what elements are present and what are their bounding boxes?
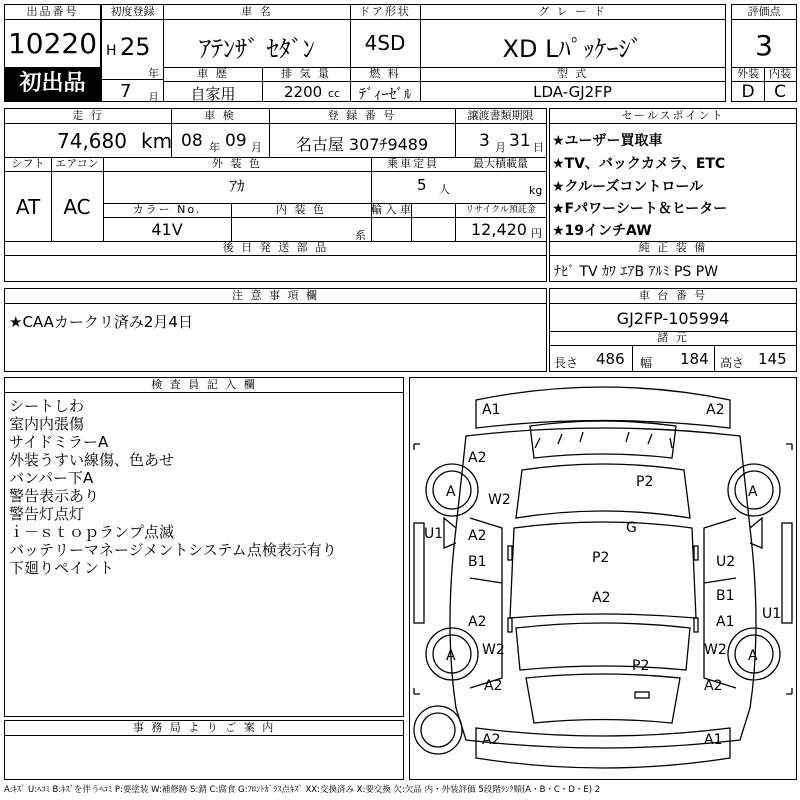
month-unit: 月 bbox=[148, 91, 159, 104]
trunk-shape bbox=[526, 674, 680, 723]
car-name: ｱﾃﾝｻﾞ ｾﾀﾞﾝ bbox=[199, 35, 315, 63]
damage-mark: P2 bbox=[636, 474, 654, 490]
inspector-line: 警告灯点灯 bbox=[9, 505, 85, 523]
history: 自家用 bbox=[190, 85, 236, 103]
car-name-label: 車 名 bbox=[241, 5, 273, 18]
capacity: 5 bbox=[417, 176, 427, 194]
registration-label: 初度登録 bbox=[110, 5, 155, 18]
model-label: 型 式 bbox=[556, 67, 589, 80]
damage-mark: A2 bbox=[482, 732, 501, 748]
office-box bbox=[4, 720, 404, 780]
exterior-color-label: 外 装 色 bbox=[212, 157, 262, 170]
color-number-label: カラー No. bbox=[132, 203, 202, 216]
interior-grade: C bbox=[774, 82, 786, 102]
sales-point-item: ★Fパワーシート＆ヒーター bbox=[552, 201, 728, 217]
damage-mark: A2 bbox=[592, 590, 611, 606]
lot-number: 10220 bbox=[7, 27, 98, 60]
displacement-label: 排 気 量 bbox=[281, 67, 331, 80]
hood-shape bbox=[530, 421, 676, 458]
exterior-color: ｱｶ bbox=[229, 177, 245, 195]
score-box bbox=[731, 4, 797, 102]
damage-mark: W2 bbox=[488, 492, 511, 508]
shift-label: シフト bbox=[11, 157, 45, 170]
mileage-unit: km bbox=[141, 129, 173, 153]
recycle-unit: 円 bbox=[531, 227, 542, 240]
sales-point-item: ★クルーズコントロール bbox=[552, 179, 704, 195]
damage-mark: U2 bbox=[716, 554, 736, 570]
registration-year: 25 bbox=[120, 33, 151, 61]
history-label: 車 歴 bbox=[197, 67, 229, 80]
capacity-label: 乗車定員 bbox=[387, 157, 439, 170]
windshield-shape bbox=[516, 464, 690, 518]
damage-mark: A2 bbox=[484, 678, 503, 694]
inspector-line: バンパー下A bbox=[9, 469, 94, 487]
damage-mark: W2 bbox=[482, 642, 505, 658]
damage-mark: A2 bbox=[468, 614, 487, 630]
notes: ★CAAカークリ済み2月4日 bbox=[9, 313, 193, 331]
office-label: 事 務 局 よ り ご 案 内 bbox=[132, 721, 276, 734]
inspection-month-unit: 月 bbox=[251, 141, 262, 154]
damage-mark: A bbox=[446, 484, 456, 500]
inspector-line: 下廻りペイント bbox=[9, 559, 115, 577]
damage-mark: A bbox=[446, 648, 456, 664]
length-label: 長さ bbox=[554, 356, 579, 370]
equipment: ﾅﾋﾞ TV ｶﾜ ｴｱB ｱﾙﾐ PS PW bbox=[554, 264, 719, 280]
fuel: ﾃﾞｨｰｾﾞﾙ bbox=[358, 85, 412, 103]
damage-mark: P2 bbox=[632, 658, 650, 674]
inspection-year-unit: 年 bbox=[209, 141, 220, 154]
tail-marker bbox=[635, 692, 649, 698]
notes-box bbox=[4, 288, 547, 372]
damage-mark: B1 bbox=[468, 554, 487, 570]
inspector-box bbox=[4, 377, 404, 717]
damage-mark: B1 bbox=[716, 588, 735, 604]
damage-mark: A1 bbox=[482, 402, 501, 418]
door-handle bbox=[508, 618, 512, 632]
windshield-stripes bbox=[535, 432, 672, 448]
displacement: 2200 bbox=[284, 83, 323, 101]
inspection-label: 車 検 bbox=[204, 109, 236, 122]
left-mirror bbox=[444, 518, 456, 548]
recycle-fee: 12,420 bbox=[471, 220, 527, 239]
damage-mark: A1 bbox=[716, 614, 735, 630]
inspector-line: ｉ－ｓｔｏｐランプ点滅 bbox=[9, 523, 175, 541]
rear-glass-shape bbox=[516, 623, 690, 670]
damage-mark: A2 bbox=[704, 678, 723, 694]
transfer-label: 譲渡書類期限 bbox=[467, 109, 534, 122]
color-number: 41V bbox=[151, 220, 183, 239]
damage-mark: U1 bbox=[762, 606, 782, 622]
damage-mark: P2 bbox=[592, 550, 610, 566]
front-bumper-shape bbox=[476, 387, 730, 428]
damage-mark: A bbox=[748, 484, 758, 500]
displacement-unit: cc bbox=[328, 87, 341, 100]
exterior-label: 外装 bbox=[737, 67, 759, 80]
registration-month: 7 bbox=[120, 81, 132, 102]
shift: AT bbox=[15, 195, 41, 219]
damage-mark: W2 bbox=[704, 642, 727, 658]
interior-color-suffix: 系 bbox=[355, 229, 366, 242]
model: LDA-GJ2FP bbox=[533, 83, 612, 101]
inspector-label: 検 査 員 記 入 欄 bbox=[151, 378, 257, 391]
load-label: 最大積載量 bbox=[473, 157, 528, 170]
length: 486 bbox=[596, 350, 625, 368]
interior-color-label: 内 装 色 bbox=[276, 203, 326, 216]
grade-label: グ レ ー ド bbox=[538, 5, 607, 18]
door-type: 4SD bbox=[364, 31, 406, 55]
damage-mark: A2 bbox=[468, 450, 487, 466]
width: 184 bbox=[680, 350, 709, 368]
lot-number-label: 出品番号 bbox=[26, 5, 79, 18]
interior-label: 内装 bbox=[769, 67, 791, 80]
plate-label: 登 録 番 号 bbox=[327, 109, 397, 122]
vehicle-detail-box bbox=[4, 108, 547, 282]
width-label: 幅 bbox=[640, 356, 653, 370]
exterior-grade: D bbox=[741, 82, 755, 102]
car-name-box bbox=[163, 4, 726, 102]
later-parts-label: 後 日 発 送 部 品 bbox=[222, 241, 329, 254]
legend: A:ｷｽﾞ U:ﾍｺﾐ B:ｷｽﾞを伴うﾍｺﾐ P:要塗装 W:補修跡 S:錆 C:腐食 G:ﾌﾛﾝﾄｶﾞﾗｽ点ｷｽﾞ XX:交換済み X:要交換 欠:欠品 内・外装評価 5段階ﾗﾝｸ順(A・B・C・D・E) 2 bbox=[4, 785, 601, 795]
sales-points-box bbox=[549, 108, 797, 282]
right-rocker bbox=[782, 523, 792, 623]
sales-point-item: ★ユーザー買取車 bbox=[552, 133, 663, 149]
damage-mark: A2 bbox=[468, 528, 487, 544]
damage-mark: A1 bbox=[704, 732, 723, 748]
inspection-year: 08 bbox=[181, 131, 203, 151]
door-handle bbox=[508, 546, 512, 560]
import-label: 輸 入 車 bbox=[371, 203, 411, 216]
dimensions-label: 諸 元 bbox=[657, 331, 689, 344]
score: 3 bbox=[755, 29, 773, 62]
damage-mark: A2 bbox=[706, 402, 725, 418]
door-handle bbox=[694, 618, 698, 632]
chassis-number: GJ2FP-105994 bbox=[616, 309, 730, 328]
height: 145 bbox=[758, 350, 787, 368]
inspector-line: サイドミラーA bbox=[9, 433, 109, 451]
left-rocker bbox=[414, 523, 424, 623]
first-listing-badge: 初出品 bbox=[5, 67, 100, 101]
damage-mark: G bbox=[626, 520, 637, 536]
score-label: 評価点 bbox=[747, 5, 781, 18]
inspector-line: 室内内張傷 bbox=[9, 415, 85, 433]
door-label: ドア形状 bbox=[359, 5, 411, 18]
transfer-day-unit: 日 bbox=[533, 141, 544, 154]
spare-wheel-inner bbox=[421, 713, 455, 747]
inspector-line: バッテリーマネージメントシステム点検表示有り bbox=[9, 541, 337, 559]
sales-point-item: ★TV、バックカメラ、ETC bbox=[552, 156, 726, 172]
height-label: 高さ bbox=[720, 356, 745, 370]
mileage: 74,680 bbox=[57, 129, 127, 153]
capacity-unit: 人 bbox=[439, 183, 450, 196]
lot-number-box bbox=[4, 4, 101, 102]
damage-mark: U1 bbox=[424, 526, 444, 542]
inspection-month: 09 bbox=[225, 131, 247, 151]
load-unit: kg bbox=[529, 184, 543, 197]
year-unit: 年 bbox=[148, 67, 159, 80]
license-plate: 名古屋 307ﾁ9489 bbox=[295, 135, 429, 154]
car-diagram-svg bbox=[410, 378, 796, 779]
sales-point-item: ★19インチAW bbox=[552, 223, 652, 239]
inspector-line: 警告表示あり bbox=[9, 487, 100, 505]
equipment-label: 純 正 装 備 bbox=[638, 241, 708, 254]
ac-label: エアコン bbox=[55, 157, 99, 170]
chassis-label: 車 台 番 号 bbox=[638, 289, 708, 302]
notes-label: 注 意 事 項 欄 bbox=[232, 289, 319, 302]
inspector-line: シートしわ bbox=[9, 397, 85, 415]
mileage-label: 走 行 bbox=[72, 109, 104, 122]
transfer-day: 31 bbox=[509, 131, 531, 151]
grade: XD Lﾊﾟｯｹｰｼﾞ bbox=[502, 35, 643, 63]
door-handle bbox=[694, 546, 698, 560]
air-conditioner: AC bbox=[63, 195, 91, 219]
inspector-line: 外装うすい線傷、色あせ bbox=[9, 451, 175, 469]
transfer-month-unit: 月 bbox=[495, 141, 506, 154]
chassis-box bbox=[549, 288, 797, 372]
sales-points-label: セールスポイント bbox=[621, 109, 725, 122]
transfer-month: 3 bbox=[479, 131, 490, 151]
right-mirror bbox=[750, 518, 762, 548]
damage-mark: A bbox=[748, 648, 758, 664]
fuel-label: 燃 料 bbox=[369, 67, 401, 80]
registration-box bbox=[101, 4, 164, 102]
body-outline bbox=[450, 428, 756, 748]
era: H bbox=[106, 43, 117, 59]
recycle-label: リサイクル預託金 bbox=[465, 205, 536, 215]
damage-diagram bbox=[409, 377, 797, 780]
